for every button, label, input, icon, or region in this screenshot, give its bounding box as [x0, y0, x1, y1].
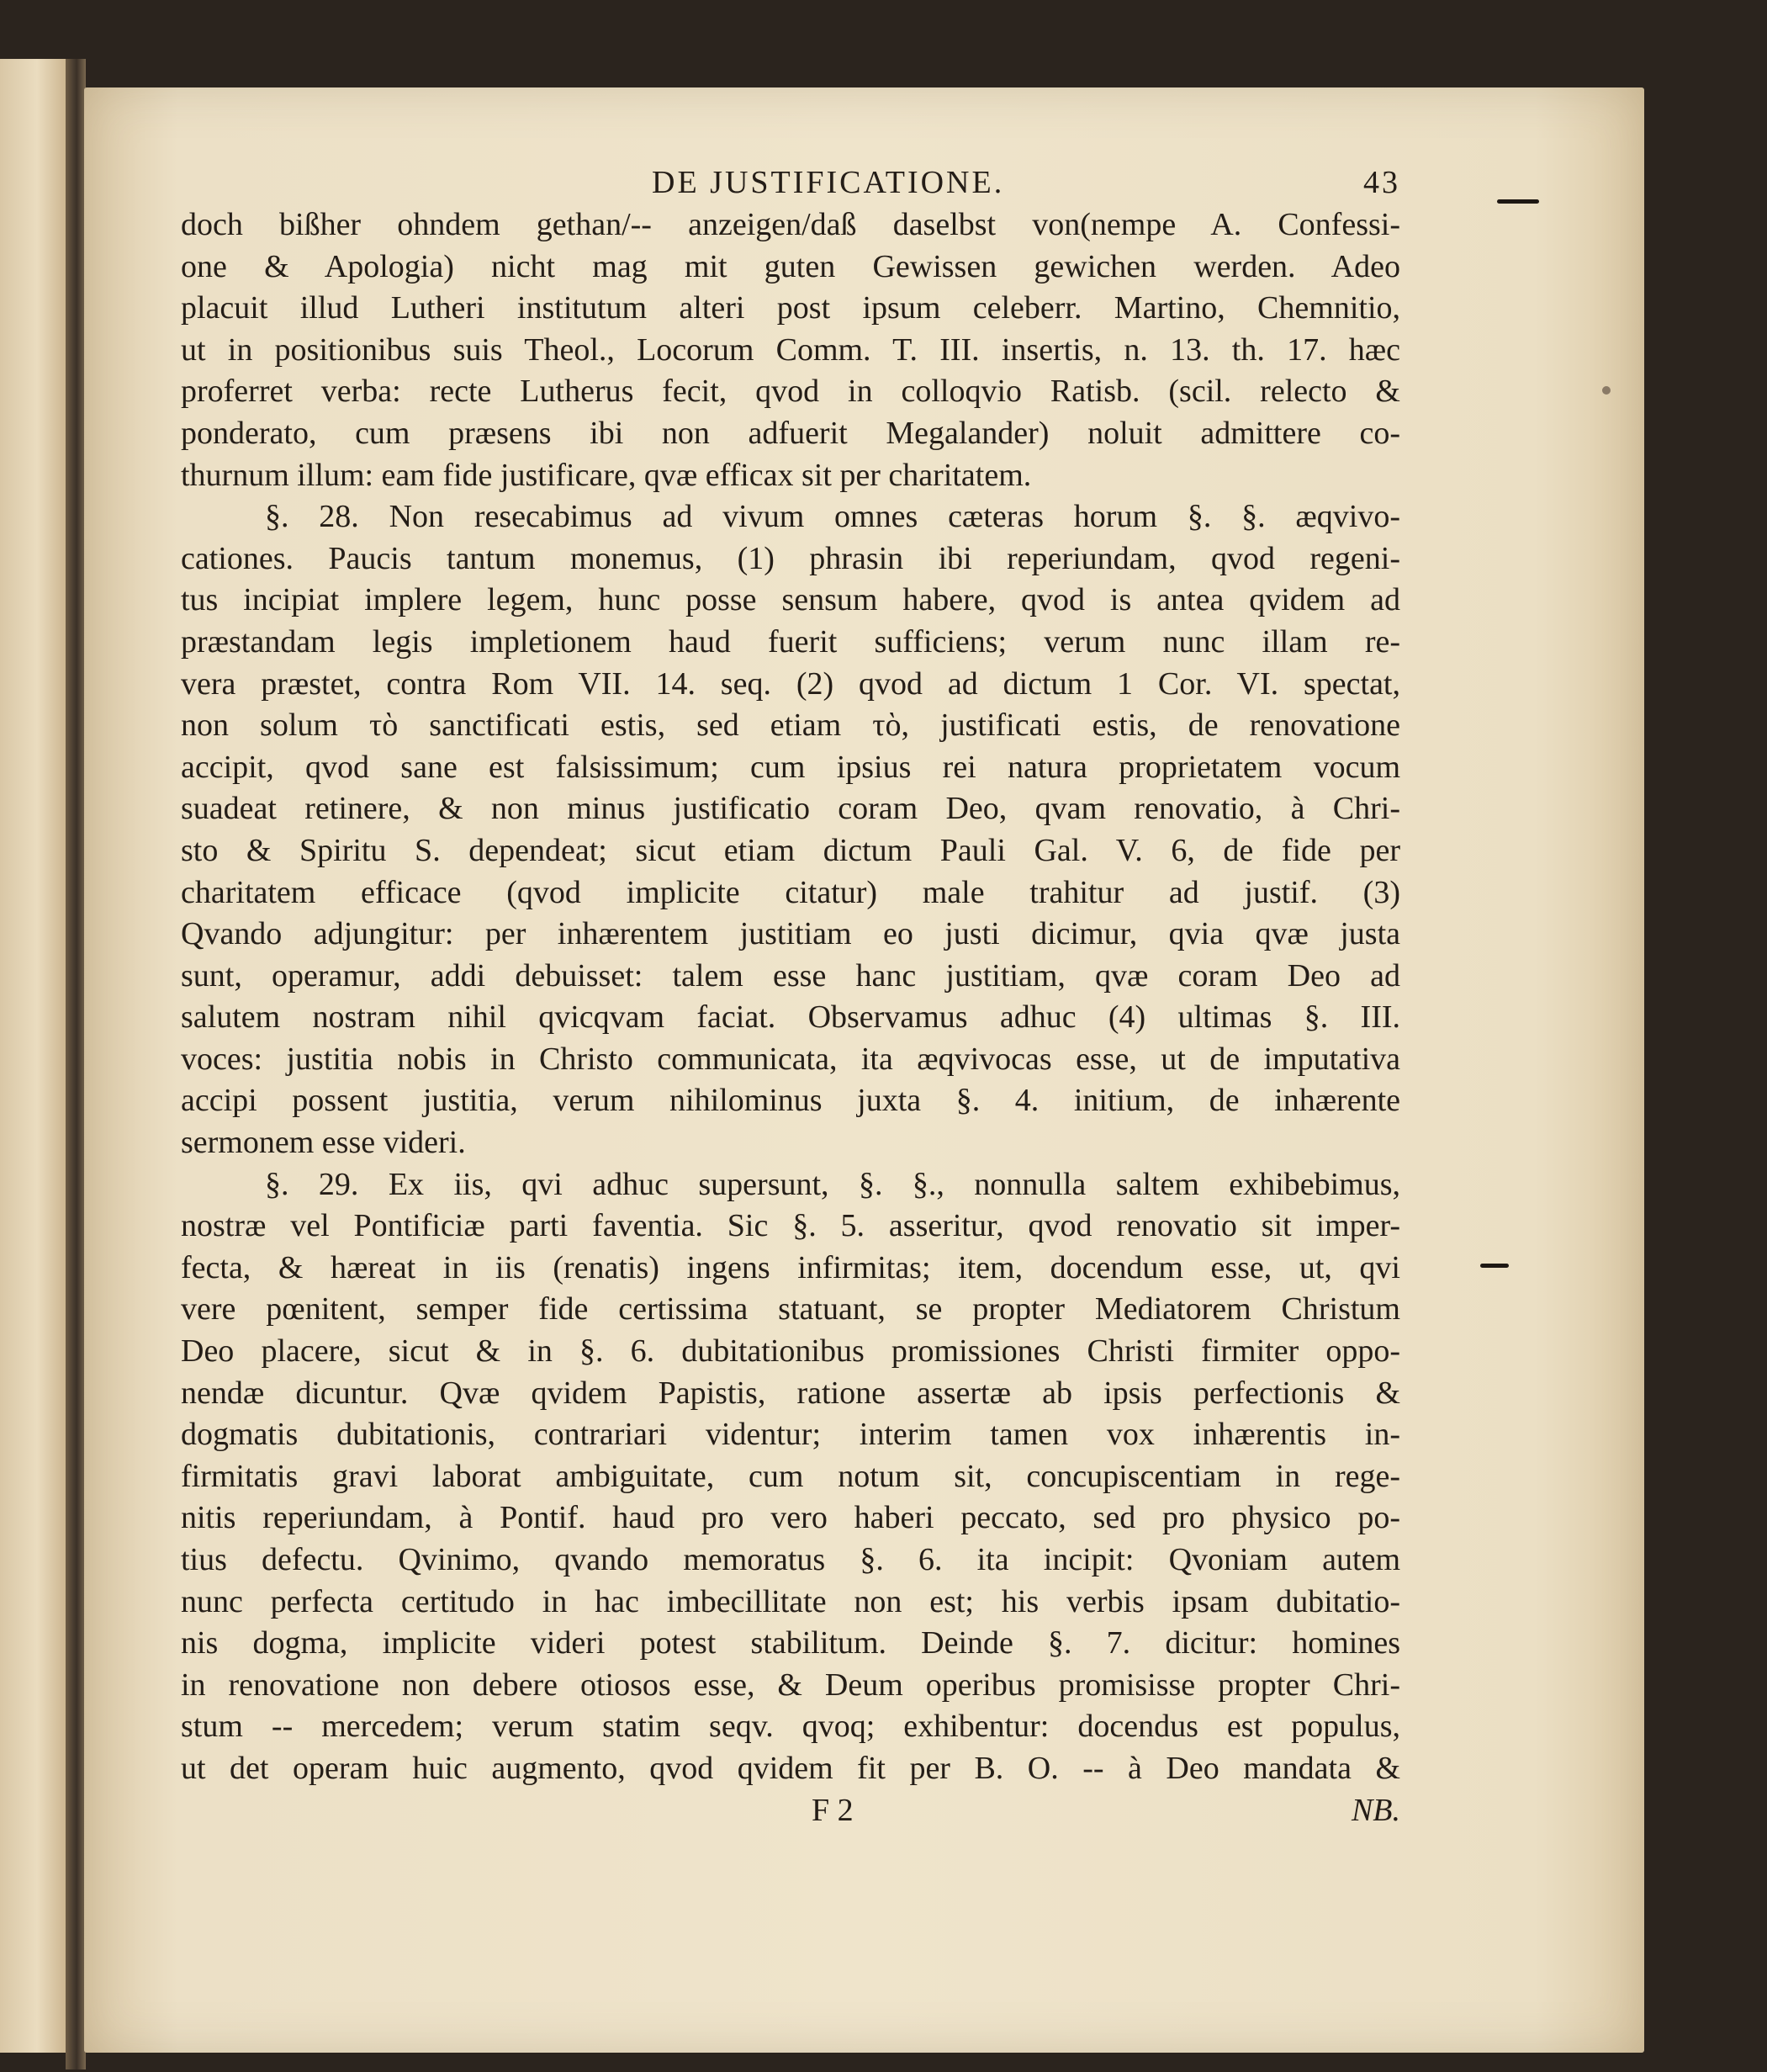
text-line: vere pœnitent, semper fide certissima statuant, se propter Mediatorem Christum	[181, 1291, 1400, 1327]
text-line: firmitatis gravi laborat ambiguitate, cum notum sit, concupiscentiam in rege-	[181, 1458, 1400, 1494]
text-line: ut in positionibus suis Theol., Locorum Comm. T. III. insertis, n. 13. th. 17. hæc	[181, 331, 1400, 368]
text-line: nostræ vel Pontificiæ parti faventia. Sic §. 5. asseritur, qvod renovatio sit imper-	[181, 1208, 1400, 1244]
text-line: doch bißher ohndem gethan/-- anzeigen/daß daselbst von(nempe A. Confessi-	[181, 207, 1400, 242]
text-line: ut det operam huic augmento, qvod qvidem fit per B. O. -- à Deo mandata &	[181, 1750, 1400, 1786]
text-line: nis dogma, implicite videri potest stabilitum. Deinde §. 7. dicitur: homines	[181, 1625, 1400, 1661]
running-title: DE JUSTIFICATIONE.	[652, 165, 1005, 200]
text-line: placuit illud Lutheri institutum alteri post ipsum celeberr. Martino, Chemnitio,	[181, 290, 1400, 326]
margin-mark	[1497, 199, 1539, 204]
text-line: voces: justitia nobis in Christo communicata, ita æqvivocas esse, ut de imputativa	[181, 1041, 1400, 1077]
page-number: 43	[1363, 165, 1400, 200]
text-line: vera præstet, contra Rom VII. 14. seq. (2) qvod ad dictum 1 Cor. VI. spectat,	[181, 665, 1400, 702]
text-line: tus incipiat implere legem, hunc posse sensum habere, qvod is antea qvidem ad	[181, 582, 1400, 618]
text-line: tius defectu. Qvinimo, qvando memoratus §. 6. ita incipit: Qvoniam autem	[181, 1542, 1400, 1577]
text-line: præstandam legis impletionem haud fuerit sufficiens; verum nunc illam re-	[181, 623, 1400, 660]
text-line: sermonem esse videri.	[181, 1125, 466, 1161]
catchword: NB.	[1351, 1792, 1400, 1828]
text-line: non solum τὸ sanctificati estis, sed etiam τὸ, justificati estis, de renovatione	[181, 707, 1400, 744]
text-block	[181, 164, 1400, 1832]
signature-mark: F 2	[812, 1792, 854, 1828]
text-line: proferret verba: recte Lutherus fecit, qvod in colloqvio Ratisb. (scil. relecto &	[181, 374, 1400, 410]
text-line: suadeat retinere, & non minus justificatio coram Deo, qvam renovatio, à Chri-	[181, 791, 1400, 827]
text-line: thurnum illum: eam fide justificare, qvæ efficax sit per charitatem.	[181, 457, 1032, 493]
text-line: one & Apologia) nicht mag mit guten Gewissen gewichen werden. Adeo	[181, 248, 1400, 284]
text-line: stum -- mercedem; verum statim seqv. qvoq; exhibentur: docendus est populus,	[181, 1709, 1400, 1745]
text-line: sunt, operamur, addi debuisset: talem esse hanc justitiam, qvæ coram Deo ad	[181, 957, 1400, 994]
text-line: accipit, qvod sane est falsissimum; cum ipsius rei natura proprietatem vocum	[181, 749, 1400, 785]
margin-mark	[1480, 1264, 1509, 1268]
page-footer	[181, 1792, 1400, 1832]
text-line: nunc perfecta certitudo in hac imbecillitate non est; his verbis ipsam dubitatio-	[181, 1583, 1400, 1619]
text-line: fecta, & hæreat in iis (renatis) ingens infirmitas; item, docendum esse, ut, qvi	[181, 1249, 1400, 1285]
book-gutter	[66, 59, 86, 2069]
facing-page-edge	[0, 59, 67, 2053]
text-line: nitis reperiundam, à Pontif. haud pro vero haberi peccato, sed pro physico po-	[181, 1500, 1400, 1536]
text-line: dogmatis dubitationis, contrariari videntur; interim tamen vox inhærentis in-	[181, 1417, 1400, 1453]
text-line: salutem nostram nihil qvicqvam faciat. Observamus adhuc (4) ultimas §. III.	[181, 999, 1400, 1036]
text-line: sto & Spiritu S. dependeat; sicut etiam dictum Pauli Gal. V. 6, de fide per	[181, 832, 1400, 868]
text-line: nendæ dicuntur. Qvæ qvidem Papistis, ratione assertæ ab ipsis perfectionis &	[181, 1375, 1400, 1411]
page-header	[181, 164, 1400, 204]
text-line: Deo placere, sicut & in §. 6. dubitationibus promissiones Christi firmiter oppo-	[181, 1333, 1400, 1370]
text-line: accipi possent justitia, verum nihilominus juxta §. 4. initium, de inhærente	[181, 1083, 1400, 1119]
paragraph-start: §. 29. Ex iis, qvi adhuc supersunt, §. §., nonnulla saltem exhibebimus,	[265, 1166, 1400, 1202]
text-line: Qvando adjungitur: per inhærentem justitiam eo justi dicimur, qvia qvæ justa	[181, 916, 1400, 952]
text-line: cationes. Paucis tantum monemus, (1) phrasin ibi reperiundam, qvod regeni-	[181, 540, 1400, 576]
margin-dot	[1602, 386, 1611, 395]
text-line: charitatem efficace (qvod implicite citatur) male trahitur ad justif. (3)	[181, 874, 1400, 910]
paragraph-start: §. 28. Non resecabimus ad vivum omnes cæteras horum §. §. æqvivo-	[265, 499, 1400, 535]
text-line: in renovatione non debere otiosos esse, & Deum operibus promisisse propter Chri-	[181, 1667, 1400, 1703]
text-line: ponderato, cum præsens ibi non adfuerit Megalander) noluit admittere co-	[181, 415, 1400, 451]
